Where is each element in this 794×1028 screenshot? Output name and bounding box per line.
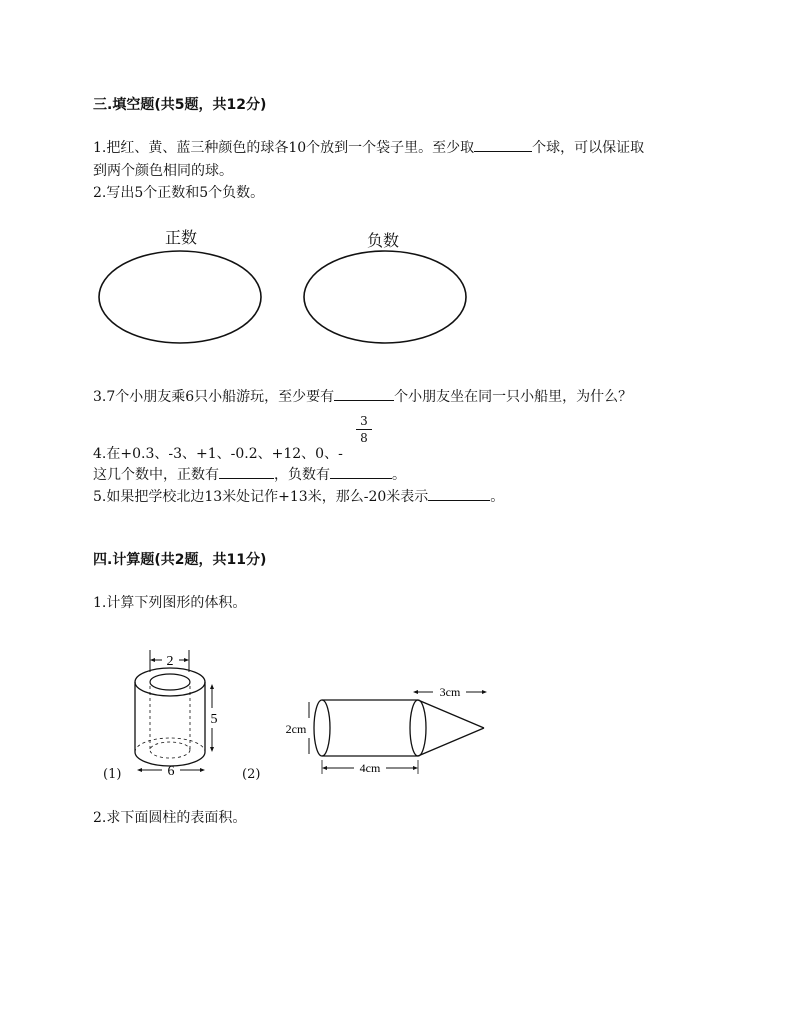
dim-height-5: 5 [210,712,218,727]
positive-label: 正数 [165,228,198,247]
negative-oval[interactable] [304,251,466,343]
question-4-text-b: ，负数有 [274,467,330,483]
section-3-heading: 三.填空题(共5题，共12分) [93,97,267,113]
calc-question-1: 1.计算下列图形的体积。 [93,595,247,611]
section-4-heading: 四.计算题(共2题，共11分) [93,552,267,568]
question-4-line-1: 4.在+0.3、-3、+1、-0.2、+12、0、- [93,446,343,462]
calc-question-2: 2.求下面圆柱的表面积。 [93,810,247,826]
question-3 [93,386,632,406]
question-1-line-1 [93,137,644,157]
question-3-text-a: 3.7个小朋友乘6只小船游玩，至少要有 [93,389,335,405]
question-2: 2.写出5个正数和5个负数。 [93,185,265,201]
question-5-text-a: 5.如果把学校北边13米处记作+13米，那么-20米表示 [93,489,429,505]
dim-bottom-6: 6 [167,764,175,779]
dim-cone-3cm: 3cm [439,685,461,699]
figure-2-caption: (2) [242,767,261,782]
positive-oval[interactable] [99,251,261,343]
dim-diameter-2cm: 2cm [285,722,307,736]
question-5-text-b: 。 [490,489,505,505]
question-4-text-a: 这几个数中，正数有 [93,467,219,483]
figure-1-caption: (1) [103,767,122,782]
dim-cylinder-4cm: 4cm [359,761,381,775]
figure-cylinder-cone [280,680,495,780]
negative-label: 负数 [367,231,400,250]
answer-blank-1[interactable] [474,139,532,152]
number-ovals [95,248,475,350]
dim-top-2: 2 [166,654,174,669]
question-5 [93,486,504,506]
answer-blank-4b[interactable] [330,466,392,479]
fraction-numerator: 3 [360,414,368,428]
figure-hollow-cylinder [98,646,228,786]
question-1-text-a: 1.把红、黄、蓝三种颜色的球各10个放到一个袋子里。至少取 [93,140,475,156]
fraction-three-eighths [356,414,372,445]
question-4-line-2 [93,464,406,484]
fraction-denominator: 8 [360,431,368,445]
answer-blank-4a[interactable] [219,466,274,479]
answer-blank-3[interactable] [334,388,394,401]
question-4-text-c: 。 [392,467,406,483]
question-1-text-b: 个球，可以保证取 [532,140,645,156]
answer-blank-5[interactable] [428,488,490,501]
question-1-line-2: 到两个颜色相同的球。 [93,163,233,179]
question-3-text-b: 个小朋友坐在同一只小船里，为什么？ [394,389,633,405]
